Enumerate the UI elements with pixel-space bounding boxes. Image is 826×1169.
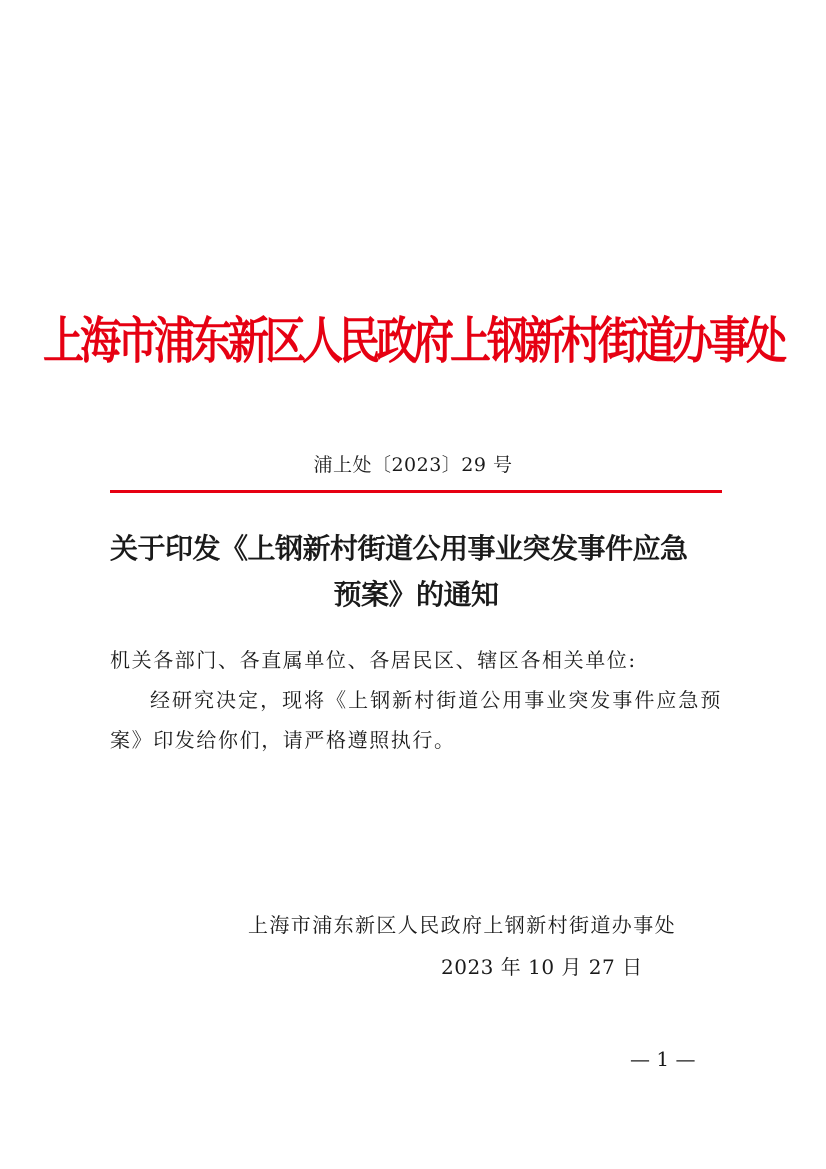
- notice-title-line-2: 预案》的通知: [333, 578, 499, 611]
- body-paragraph: 经研究决定，现将《上钢新村街道公用事业突发事件应急预案》印发给你们，请严格遵照执行。: [110, 688, 722, 752]
- issuer-header: 上海市浦东新区人民政府上钢新村街道办事处: [43, 311, 783, 371]
- salutation: 机关各部门、各直属单位、各居民区、辖区各相关单位:: [110, 648, 637, 672]
- document-number: 浦上处〔2023〕29 号: [313, 454, 513, 476]
- signature-date: 2023 年 10 月 27 日: [441, 955, 643, 979]
- notice-title-line-1: 关于印发《上钢新村街道公用事业突发事件应急: [110, 532, 688, 565]
- red-divider-rule: [110, 490, 722, 493]
- notice-title: [110, 526, 722, 618]
- signature-organization: 上海市浦东新区人民政府上钢新村街道办事处: [248, 913, 676, 937]
- page-number: — 1 —: [630, 1047, 696, 1071]
